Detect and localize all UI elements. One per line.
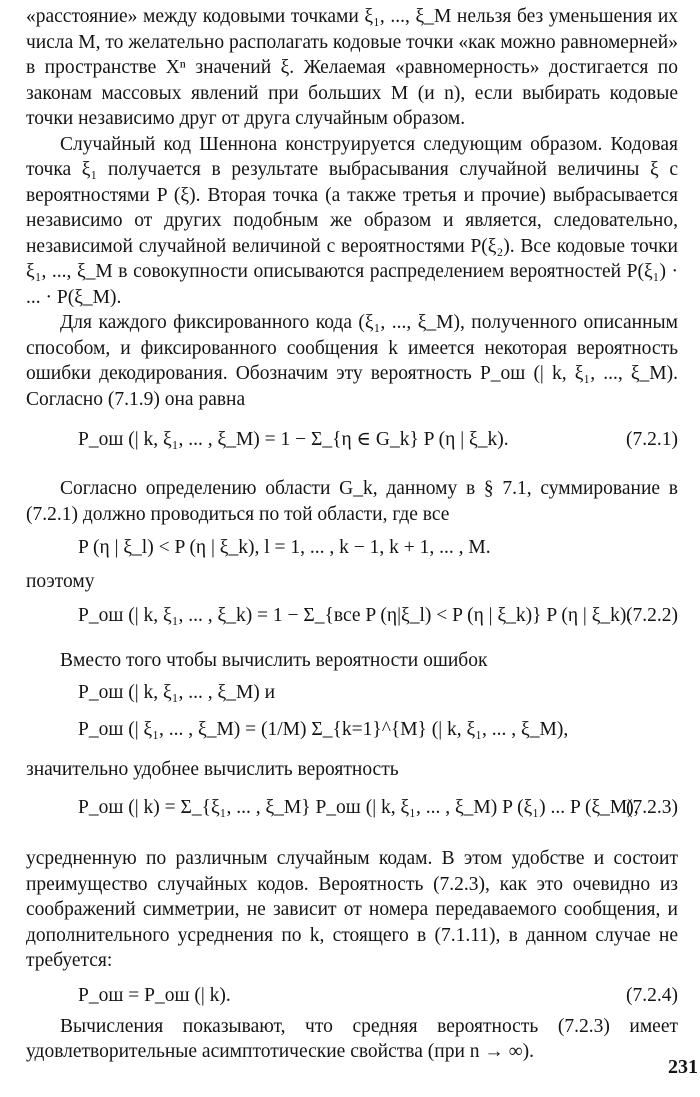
equation-number: (7.2.4): [626, 984, 678, 1006]
paragraph: усредненную по различным случайным кодам. В этом удобстве и состоит преимущество случайных кодов. Вероятность (7.2.3), как это очевидно из соображений симметрии, не зависит от номера передаваемого сообщения, и дополнительного усреднения по k, стоящего в (7.1.11), в данном случае не требуется:: [26, 848, 678, 971]
paragraph: Случайный код Шеннона конструируется следующим образом. Кодовая точка ξ₁ получается в результате выбрасывания случайной величины ξ с вероятностями P (ξ). Вторая точка (а также третья и прочие) выбрасывается независимо от других подобным же образом и является, следовательно, независимой случайной величиной с вероятностями P(ξ₂). Все кодовые точки ξ₁, ..., ξ_M в совокупности описываются распределением вероятностей P(ξ₁) · ... · P(ξ_M).: [26, 133, 678, 308]
condition-line: P (η | ξ_l) < P (η | ξ_k), l = 1, ... , k − 1, k + 1, ... , M.: [78, 537, 491, 558]
paragraph: Согласно определению области G_k, данному в § 7.1, суммирование в (7.2.1) должно проводиться по той области, где все: [26, 478, 678, 525]
equation-7-2-3: [26, 786, 678, 834]
equation-body: P_ош (| k, ξ₁, ... , ξ_k) = 1 − Σ_{все P (η|ξ_l) < P (η | ξ_k)} P (η | ξ_k).: [78, 605, 632, 626]
equation-7-2-2: [26, 594, 678, 642]
equation-body: P_ош (| k, ξ₁, ... , ξ_M) = 1 − Σ_{η ∈ G_k} P (η | ξ_k).: [78, 429, 509, 450]
paragraph: поэтому: [26, 570, 95, 592]
equation-line: P_ош (| ξ₁, ... , ξ_M) = (1/M) Σ_{k=1}^{M} (| k, ξ₁, ... , ξ_M),: [78, 719, 569, 740]
paragraph: Для каждого фиксированного кода (ξ₁, ..., ξ_M), полученного описанным способом, и фиксированного сообщения k имеется некоторая вероятность ошибки декодирования. Обозначим эту вероятность P_ош (| k, ξ₁, ..., ξ_M). Согласно (7.1.9) она равна: [26, 312, 678, 410]
equation-line: P_ош (| k, ξ₁, ... , ξ_M) и: [78, 681, 276, 703]
paragraph: Вместо того чтобы вычислить вероятности ошибок: [60, 650, 488, 671]
paragraph: Вычисления показывают, что средняя вероятность (7.2.3) имеет удовлетворительные асимптотические свойства (при n → ∞).: [26, 1015, 678, 1062]
equation-body: P_ош (| k) = Σ_{ξ₁, ... , ξ_M} P_ош (| k, ξ₁, ... , ξ_M) P (ξ₁) ... P (ξ_M),: [78, 797, 639, 818]
equation-number: (7.2.3): [626, 797, 678, 818]
equation-7-2-4: [26, 974, 678, 1014]
page-number: 231: [668, 1056, 698, 1078]
paragraph: «расстояние» между кодовыми точками ξ₁, ..., ξ_M нельзя без уменьшения их числа M, то желательно располагать кодовые точки «как можно равномерней» в пространстве Xⁿ значений ξ. Желаемая «равномерность» достигается по законам массовых явлений при больших M (и n), если выбирать кодовые точки независимо друг от друга случайным образом.: [26, 6, 678, 129]
equation-7-2-1: [26, 418, 678, 466]
equation-number: (7.2.1): [626, 429, 678, 450]
paragraph: значительно удобнее вычислить вероятность: [26, 758, 399, 780]
page-content: [26, 0, 678, 1065]
equation-number: (7.2.2): [626, 605, 678, 626]
equation-body: P_ош = P_ош (| k).: [78, 984, 231, 1006]
